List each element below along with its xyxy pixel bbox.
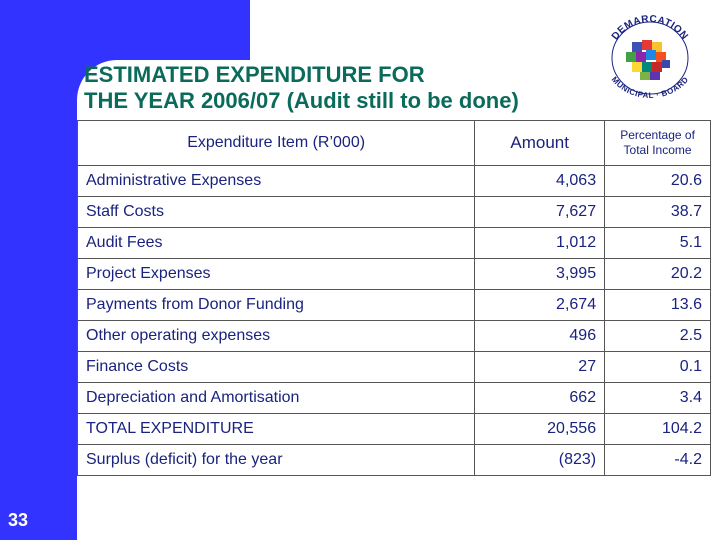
cell-percentage: 104.2 [605,414,711,445]
percentage-header-line-1: Percentage of [620,128,695,142]
title-line-1: ESTIMATED EXPENDITURE FOR [84,62,425,87]
title-line-2: THE YEAR 2006/07 (Audit still to be done) [84,88,519,113]
column-header-amount: Amount [475,121,605,166]
municipal-demarcation-board-logo-icon [596,12,704,98]
column-header-percentage [605,121,711,166]
cell-item: Payments from Donor Funding [78,290,475,321]
percentage-header-line-2: Total Income [623,143,692,157]
table-row [78,290,711,321]
cell-percentage: 13.6 [605,290,711,321]
cell-percentage: 0.1 [605,352,711,383]
cell-amount: 496 [475,321,605,352]
cell-item: Surplus (deficit) for the year [78,445,475,476]
page-title [84,62,644,114]
cell-amount: 20,556 [475,414,605,445]
cell-item: TOTAL EXPENDITURE [78,414,475,445]
cell-percentage: 38.7 [605,197,711,228]
cell-item: Audit Fees [78,228,475,259]
logo-text-bottom: MUNICIPAL · BOARD [609,75,691,98]
cell-item: Depreciation and Amortisation [78,383,475,414]
cell-percentage: 5.1 [605,228,711,259]
cell-percentage: 20.2 [605,259,711,290]
cell-amount: 2,674 [475,290,605,321]
cell-amount: 1,012 [475,228,605,259]
cell-percentage: 3.4 [605,383,711,414]
cell-percentage: 2.5 [605,321,711,352]
table-row [78,228,711,259]
cell-amount: 7,627 [475,197,605,228]
cell-item: Project Expenses [78,259,475,290]
cell-item: Finance Costs [78,352,475,383]
table-header-row [78,121,711,166]
slide-number: 33 [8,510,29,530]
header-band [77,0,250,60]
table-row [78,383,711,414]
cell-amount: 4,063 [475,166,605,197]
cell-percentage: 20.6 [605,166,711,197]
column-header-item: Expenditure Item (R’000) [78,121,475,166]
table-row-surplus [78,445,711,476]
table-row [78,197,711,228]
cell-item: Administrative Expenses [78,166,475,197]
cell-item: Other operating expenses [78,321,475,352]
cell-amount: 3,995 [475,259,605,290]
sidebar [0,0,77,540]
table-row [78,352,711,383]
cell-amount: 27 [475,352,605,383]
cell-amount: (823) [475,445,605,476]
logo-text-top: DEMARCATION [609,13,691,43]
cell-item: Staff Costs [78,197,475,228]
cell-percentage: -4.2 [605,445,711,476]
table-row [78,166,711,197]
table-row-total [78,414,711,445]
table-row [78,259,711,290]
cell-amount: 662 [475,383,605,414]
table-row [78,321,711,352]
expenditure-table [77,120,711,476]
